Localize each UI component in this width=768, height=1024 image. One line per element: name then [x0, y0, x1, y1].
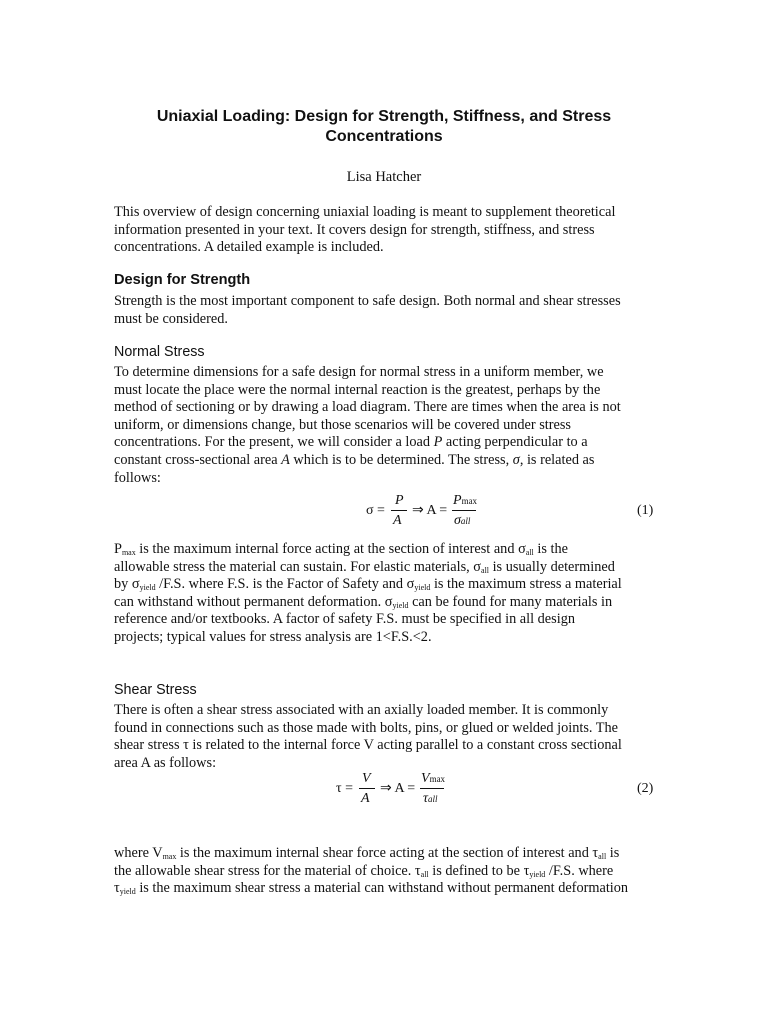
fraction-bar — [420, 788, 444, 789]
document-page: Uniaxial Loading: Design for Strength, Stiffness, and Stress Concentrations Lisa Hatcher This overview of design concerning uniaxial loading is meant to supplement theoretical information presented in your text. It covers design for strength, stiffness, and stress concentrations. A detailed example is included. Design for Strength Strength is the most important component to safe design. Both normal and shear stresses must be considered. Normal Stress To determine dimensions for a safe design for normal stress in a uniform member, we must locate the place were the normal internal reaction is the greatest, perhaps by the method of sectioning or by drawing a load diagram. There are times when the area is not uniform, or dimensions change, but those scenarios will be covered under stress concentrations. For the present, we will consider a load P acting perpendicular to a constant cross-sectional area A which is to be determined. The stress, σ, is related as follows: σ = P A ⇒ A = Pmax σall (1) $P_{max}$ is the maximum internal force acting at the section of interest and $\sigma_{all}$ is the allowable stress the material can sustain. For elastic materials, $\sigma_{all}$ is usually determined by $\sigma_{yield}$ /F.S. where F.S. is the Factor of Safety and $\sigma_{yield}$ is the maximum stress a material can withstand without permanent deformation. $\sigma_{yield}$ can be found for many materials in reference and/or textbooks. A factor of safety F.S. must be specified in all design projects; typical values for stress analysis are 1<F.S.<2. Shear Stress There is often a shear stress associated with an axially loaded member. It is commonly found in connections such as those made with bolts, pins, or glued or welded joints. The shear stress τ is related to the internal force V acting parallel to a constant cross sectional area A as follows: τ = V A ⇒ A = Vmax τall (2) where $V_{max}$ is the maximum internal shear force acting at the section of interest and $\tau_{all}$ is the allowable shear stress for the material of choice. $\tau_{all}$ is defined to be $\tau_{yield}$ /F.S. where $\tau_{yield}$ is the maximum shear stress a material can withstand without permanent deformation — [0, 0, 768, 1024]
fraction-bar — [391, 510, 407, 511]
normal-stress-paragraph: To determine dimensions for a safe design for normal stress in a uniform member, we must locate the place were the normal internal reaction is the greatest, perhaps by the method of sectioning or by drawing a load diagram. There are times when the area is not uniform, or dimensions change, but those scenarios will be covered under stress concentrations. For the present, we will consider a load P acting perpendicular to a constant cross-sectional area A which is to be determined. The stress, σ, is related as follows: — [114, 364, 621, 486]
heading-normal-stress: Normal Stress — [114, 344, 205, 360]
strength-paragraph: Strength is the most important component to safe design. Both normal and shear stresses must be considered. — [114, 293, 621, 327]
title-line-2: Concentrations — [325, 128, 443, 145]
heading-design-for-strength: Design for Strength — [114, 272, 251, 288]
document-title — [0, 107, 768, 147]
intro-paragraph: This overview of design concerning uniaxial loading is meant to supplement theoretical information presented in your text. It covers design for strength, stiffness, and stress concentrations. A detailed example is included. — [114, 204, 616, 256]
equation-1-number: (1) — [637, 503, 654, 518]
equation-2-number: (2) — [637, 781, 654, 796]
pmax-paragraph: $P_{max}$ is the maximum internal force acting at the section of interest and $\sigma_{all}$ is the allowable stress the material can sustain. For elastic materials, $\sigma_{all}$ is usually determined by $\sigma_{yield}$ /F.S. where F.S. is the Factor of Safety and $\sigma_{yield}$ is the maximum stress a material can withstand without permanent deformation. $\sigma_{yield}$ can be found for many materials in reference and/or textbooks. A factor of safety F.S. must be specified in all design projects; typical values for stress analysis are 1<F.S.<2. — [114, 541, 622, 645]
vmax-paragraph: where $V_{max}$ is the maximum internal shear force acting at the section of interest and $\tau_{all}$ is the allowable shear stress for the material of choice. $\tau_{all}$ is defined to be $\tau_{yield}$ /F.S. where $\tau_{yield}$ is the maximum shear stress a material can withstand without permanent deformation — [114, 845, 629, 897]
fraction-bar — [452, 510, 476, 511]
shear-stress-paragraph: There is often a shear stress associated with an axially loaded member. It is commonly found in connections such as those made with bolts, pins, or glued or welded joints. The shear stress τ is related to the internal force V acting parallel to a constant cross sectional area A as follows: — [114, 702, 622, 771]
heading-shear-stress: Shear Stress — [114, 682, 197, 698]
title-line-1: Uniaxial Loading: Design for Strength, Stiffness, and Stress — [156, 108, 612, 125]
fraction-bar — [359, 788, 375, 789]
author: Lisa Hatcher — [346, 169, 422, 185]
